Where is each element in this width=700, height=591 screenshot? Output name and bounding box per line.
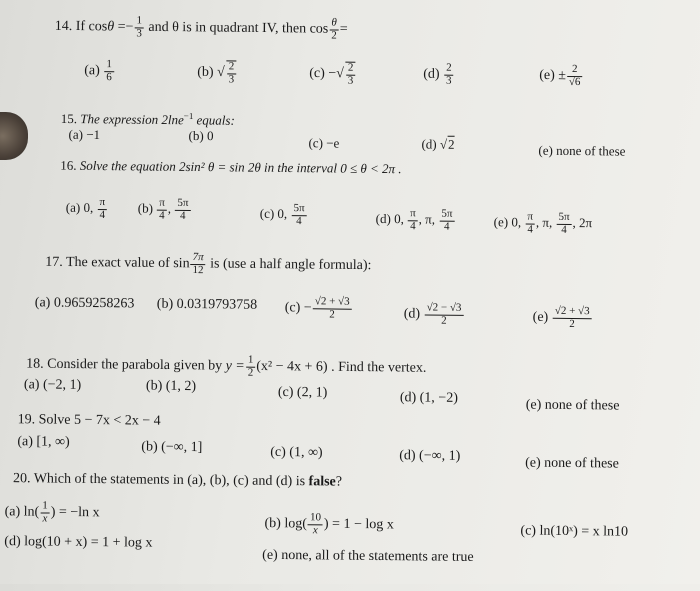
- q15-option-d: (d) √2: [421, 136, 455, 152]
- q14-a-n: 1: [104, 59, 114, 72]
- q16-b-d2: 4: [179, 209, 186, 222]
- q17-e-num: 2 + √3: [560, 304, 590, 318]
- q19-option-e: (e) none of these: [525, 455, 619, 472]
- q14-d-label: (d): [423, 66, 440, 82]
- q16-e-label: (e) 0,: [493, 214, 522, 230]
- q14-frac-d: 3: [136, 26, 142, 40]
- q14-option-c: (c) −√ $\frac{2}{3}$: [309, 61, 354, 87]
- q17-d-den: 2: [441, 314, 447, 327]
- q16-e-d1: 4: [527, 223, 533, 236]
- q17-c-label: (c): [284, 300, 301, 316]
- q14-half-d: 2: [331, 29, 337, 42]
- q17-option-d: (d) $\frac{√2 - √3}{2}$: [403, 301, 462, 327]
- q20-a-d: x: [42, 512, 48, 525]
- q14-d-n: 2: [444, 63, 454, 76]
- q18-frac-d: 2: [247, 366, 254, 379]
- q14-option-a: [84, 59, 115, 83]
- q20-option-a: (a) ln( $\frac{1}{x}$ ) = −ln x: [4, 499, 100, 525]
- q14-e-label: (e): [539, 67, 555, 84]
- q16-e-n1: π: [525, 212, 535, 225]
- q16-option-a: [66, 197, 108, 222]
- q18-eq: y =: [225, 358, 245, 374]
- q16-number: 16.: [60, 157, 77, 173]
- q16-e-tail: , 2π: [572, 215, 593, 231]
- q14-number: 14.: [54, 18, 73, 35]
- q14-half-n: θ: [329, 17, 339, 30]
- q14-mid: and θ is in quadrant IV, then cos: [148, 19, 329, 37]
- q17-stem: [45, 250, 371, 278]
- q17-text2: is (use a half angle formula):: [210, 256, 372, 274]
- q16-option-b: (b) $\frac{\pi}{4}$ , $\frac{5\pi}{4}$: [137, 196, 189, 222]
- q18-option-a: (a) (−2, 1): [23, 377, 82, 393]
- q18-stem: [26, 352, 426, 380]
- q19-option-d: (d) (−∞, 1): [399, 448, 461, 464]
- q19-option-b: (b) (−∞, 1]: [141, 439, 203, 456]
- q17-e-den: 2: [569, 317, 575, 330]
- q20-text: Which of the statements in (a), (b), (c) and (d) is: [33, 471, 306, 490]
- q15-option-e: (e) none of these: [538, 142, 626, 159]
- q15-text2: equals:: [196, 112, 235, 128]
- q18-frac-n: 1: [246, 355, 256, 368]
- q16-b-n1: π: [157, 198, 167, 211]
- q16-e-mid: , π,: [535, 214, 553, 230]
- q17-option-c: (c) − $\frac{√2 + √3}{2}$: [284, 295, 350, 321]
- q14-neg: −: [125, 19, 134, 35]
- q15-option-b: (b) 0: [188, 127, 214, 144]
- q14-e-d: 6: [574, 75, 581, 88]
- q17-c-num: 2 + √3: [320, 295, 350, 308]
- q16-stem: [60, 159, 401, 176]
- q14-theta: θ: [107, 19, 115, 35]
- q18-option-d: (d) (1, −2): [399, 390, 458, 406]
- q20-number: 20.: [12, 471, 31, 487]
- q16-b-n2: 5π: [175, 198, 190, 211]
- q15-stem: [61, 111, 235, 127]
- q14-option-d: [423, 62, 455, 86]
- q17-d-num: 2 − √3: [432, 301, 462, 314]
- q14-c-d: 3: [347, 74, 354, 87]
- q16-option-e: [494, 211, 593, 236]
- q20-a-n: 1: [40, 500, 50, 513]
- q16-a-n: π: [97, 197, 107, 210]
- q17-number: 17.: [45, 254, 63, 270]
- q17-d-label: (d): [403, 306, 421, 322]
- q16-text: Solve the equation 2sin² θ = sin 2θ in the interval 0 ≤ θ < 2π .: [79, 157, 402, 177]
- q14-a-d: 6: [106, 70, 112, 83]
- q14-frac: [134, 15, 144, 39]
- q20-b-d: x: [312, 523, 318, 536]
- q15-option-a: (a) −1: [68, 126, 101, 143]
- q17-c-den: 2: [329, 308, 335, 321]
- q14-a-label: (a): [84, 63, 100, 79]
- q14-c-n: 2: [346, 63, 356, 76]
- q16-e-n2: 5π: [557, 212, 572, 225]
- q15-number: 15.: [60, 110, 78, 127]
- q14-e-n: 2: [567, 64, 583, 77]
- q16-b-d1: 4: [159, 209, 165, 222]
- q14-b-label: (b): [197, 64, 214, 81]
- q16-c-d: 4: [296, 214, 302, 227]
- q20-option-b: (b) log( $\frac{10}{x}$ ) = 1 − log x: [264, 511, 394, 536]
- q15-d-val: 2: [447, 136, 455, 152]
- q16-d-mid: , π,: [418, 211, 436, 227]
- q17-e-label: (e): [532, 309, 549, 326]
- q19-text: Solve 5 − 7x < 2x − 4: [38, 412, 161, 429]
- q15-d-label: (d): [421, 136, 437, 152]
- q16-d-n2: 5π: [439, 209, 454, 222]
- q20-qmark: ?: [335, 474, 343, 490]
- q14-half: [329, 17, 339, 41]
- q14-e-sign: ±: [558, 68, 567, 84]
- q14-option-b: (b) √ $\frac{2}{3}$: [197, 60, 235, 86]
- q17-option-e: (e) $\frac{√2 + √3}{2}$: [532, 304, 590, 330]
- q16-option-c: [260, 203, 308, 228]
- q16-b-label: (b): [137, 200, 154, 216]
- q17-text: The exact value of sin: [65, 254, 190, 272]
- q14-frac-n: 1: [134, 15, 144, 28]
- q19-option-c: (c) (1, ∞): [270, 444, 323, 461]
- q14-d-d: 3: [445, 74, 452, 87]
- q20-b-n: 10: [308, 512, 323, 525]
- q17-frac-d: 12: [192, 263, 204, 276]
- q18-text: Consider the parabola given by: [47, 356, 223, 374]
- q17-option-b: (b) 0.0319793758: [156, 296, 258, 313]
- q18-option-e: (e) none of these: [525, 397, 620, 414]
- q16-d-label: (d) 0,: [375, 210, 404, 227]
- q19-number: 19.: [17, 412, 36, 428]
- q19-option-a: (a) [1, ∞): [17, 434, 70, 450]
- q17-frac-n: 7π: [191, 252, 206, 265]
- q15-text: The expression 2lne: [80, 111, 184, 128]
- q16-a-label: (a) 0,: [65, 199, 94, 216]
- q16-option-d: [376, 208, 456, 233]
- q20-a-label: (a) ln: [4, 504, 35, 520]
- q14-b-n: 2: [227, 61, 237, 74]
- q18-number: 18.: [26, 356, 44, 372]
- q16-c-n: 5π: [291, 203, 306, 216]
- q20-option-c: (c) ln(10ˣ) = x ln10: [520, 523, 629, 540]
- q14-c-label: (c): [309, 66, 325, 82]
- q16-d-n1: π: [408, 208, 418, 221]
- q20-stem: [13, 472, 342, 489]
- q16-d-d1: 4: [410, 219, 416, 232]
- q16-c-label: (c) 0,: [259, 205, 288, 222]
- q17-option-a: (a) 0.9659258263: [34, 295, 135, 312]
- q18-option-b: (b) (1, 2): [145, 378, 197, 395]
- q20-b-label: (b) log: [264, 516, 303, 532]
- q14-c-sign: −: [328, 66, 337, 82]
- q14-b-d: 3: [228, 72, 235, 86]
- q14-lead: If cos: [75, 19, 108, 35]
- q20-a-tail: = −ln x: [58, 504, 100, 521]
- q20-bold: false: [308, 474, 336, 490]
- q15-option-c: (c) −e: [308, 135, 340, 151]
- q18-option-c: (c) (2, 1): [277, 384, 328, 401]
- q18-eq2: (x² − 4x + 6) . Find the vertex.: [256, 358, 427, 376]
- q14-eq: =: [117, 19, 126, 35]
- q15-sup: −1: [183, 110, 194, 122]
- q14-tail: =: [339, 21, 348, 37]
- q20-option-e: (e) none, all of the statements are true: [262, 547, 474, 565]
- q16-d-d2: 4: [443, 220, 450, 233]
- q16-a-d: 4: [99, 208, 106, 221]
- q14-stem: [55, 15, 348, 42]
- q20-b-tail: = 1 − log x: [332, 516, 394, 533]
- q16-e-d2: 4: [561, 223, 567, 236]
- q14-option-e: (e) ± $\frac{2}{√6}$: [539, 64, 584, 89]
- q19-stem: [18, 413, 161, 428]
- q20-option-d: (d) log(10 + x) = 1 + log x: [4, 534, 153, 551]
- q17-c-sign: −: [303, 300, 312, 316]
